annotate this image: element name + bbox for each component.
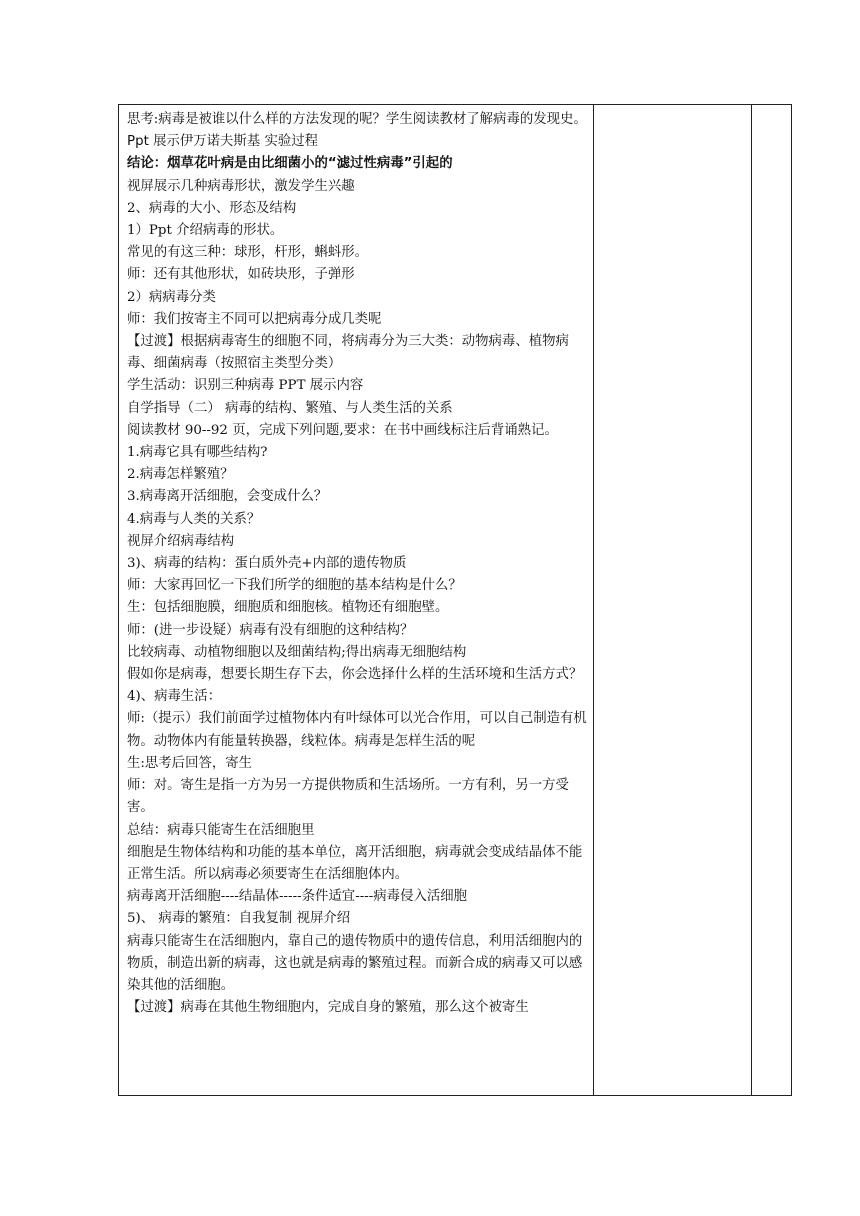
text-line: 师：还有其他形状，如砖块形，子弹形	[127, 267, 355, 283]
text-line: 1）Ppt 介绍病毒的形状。	[127, 223, 284, 239]
question-item: 1.病毒它具有哪些结构?	[127, 445, 268, 461]
text-line: 【过渡】病毒在其他生物细胞内，完成自身的繁殖，那么这个被寄生	[127, 1000, 529, 1016]
text-line: 病毒只能寄生在活细胞内，靠自己的遗传物质中的遗传信息，利用活细胞内的物质，制造出新的病毒，这也就是病毒的繁殖过程。而新合成的病毒又可以感染其他的活细胞。	[127, 933, 583, 993]
text-line: 2）病病毒分类	[127, 289, 216, 305]
text-line: 视屏展示几种病毒形状，激发学生兴趣	[127, 178, 355, 194]
text-line: 生：包括细胞膜，细胞质和细胞核。植物还有细胞壁。	[127, 600, 449, 616]
text-line: Ppt 展示伊万诺夫斯基 实验过程	[127, 134, 319, 150]
text-line: 师：(进一步设疑）病毒有没有细胞的这种结构？	[127, 622, 414, 638]
text-line: 阅读教材 90--92 页，完成下列问题,要求：在书中画线标注后背诵熟记。	[127, 422, 558, 438]
text-line: 学生活动：识别三种病毒 PPT 展示内容	[127, 378, 364, 394]
question-item: 4.病毒与人类的关系？	[127, 511, 261, 527]
text-line: 假如你是病毒，想要长期生存下去，你会选择什么样的生活环境和生活方式？	[127, 667, 583, 683]
text-line: 常见的有这三种：球形，杆形，蝌蚪形。	[127, 245, 369, 261]
text-line: 5)、 病毒的繁殖：自我复制 视屏介绍	[127, 911, 351, 927]
text-line: 师:（提示）我们前面学过植物体内有叶绿体可以光合作用，可以自己制造有机物。动物体内有能量转换器，线粒体。病毒是怎样生活的呢	[127, 711, 587, 749]
question-item: 3.病毒离开活细胞，会变成什么？	[127, 489, 328, 505]
text-line: 细胞是生物体结构和功能的基本单位，离开活细胞，病毒就会变成结晶体不能正常生活。所以病毒必须要寄生在活细胞体内。	[127, 844, 583, 882]
text-line: 师：大家再回忆一下我们所学的细胞的基本结构是什么？	[127, 578, 462, 594]
text-line: 比较病毒、动植物细胞以及细菌结构;得出病毒无细胞结构	[127, 644, 467, 660]
column-divider-2	[751, 105, 752, 1095]
lesson-table	[118, 104, 792, 1096]
text-line: 生:思考后回答，寄生	[127, 755, 253, 771]
lesson-content-cell	[127, 109, 589, 1019]
column-divider-1	[593, 105, 594, 1095]
question-item: 2.病毒怎样繁殖？	[127, 467, 234, 483]
conclusion-line: 结论：烟草花叶病是由比细菌小的“滤过性病毒”引起的	[127, 156, 453, 172]
section-heading: 2、病毒的大小、形态及结构	[127, 200, 297, 216]
text-line: 思考:病毒是被谁以什么样的方法发现的呢？学生阅读教材了解病毒的发现史。	[127, 112, 587, 127]
text-line: 4)、病毒生活：	[127, 689, 222, 705]
text-line: 病毒离开活细胞----结晶体-----条件适宜----病毒侵入活细胞	[127, 889, 468, 905]
text-line: 3)、病毒的结构：蛋白质外壳+内部的遗传物质	[127, 556, 407, 572]
text-line: 师：对。寄生是指一方为另一方提供物质和生活场所。一方有利，另一方受害。	[127, 778, 569, 816]
text-line: 总结：病毒只能寄生在活细胞里	[127, 822, 315, 838]
section-heading: 自学指导（二） 病毒的结构、繁殖、与人类生活的关系	[127, 400, 453, 416]
text-line: 师：我们按寄主不同可以把病毒分成几类呢	[127, 311, 382, 327]
text-line: 【过渡】根据病毒寄生的细胞不同，将病毒分为三大类：动物病毒、植物病毒、细菌病毒（按照宿主类型分类）	[127, 334, 569, 372]
text-line: 视屏介绍病毒结构	[127, 533, 235, 549]
